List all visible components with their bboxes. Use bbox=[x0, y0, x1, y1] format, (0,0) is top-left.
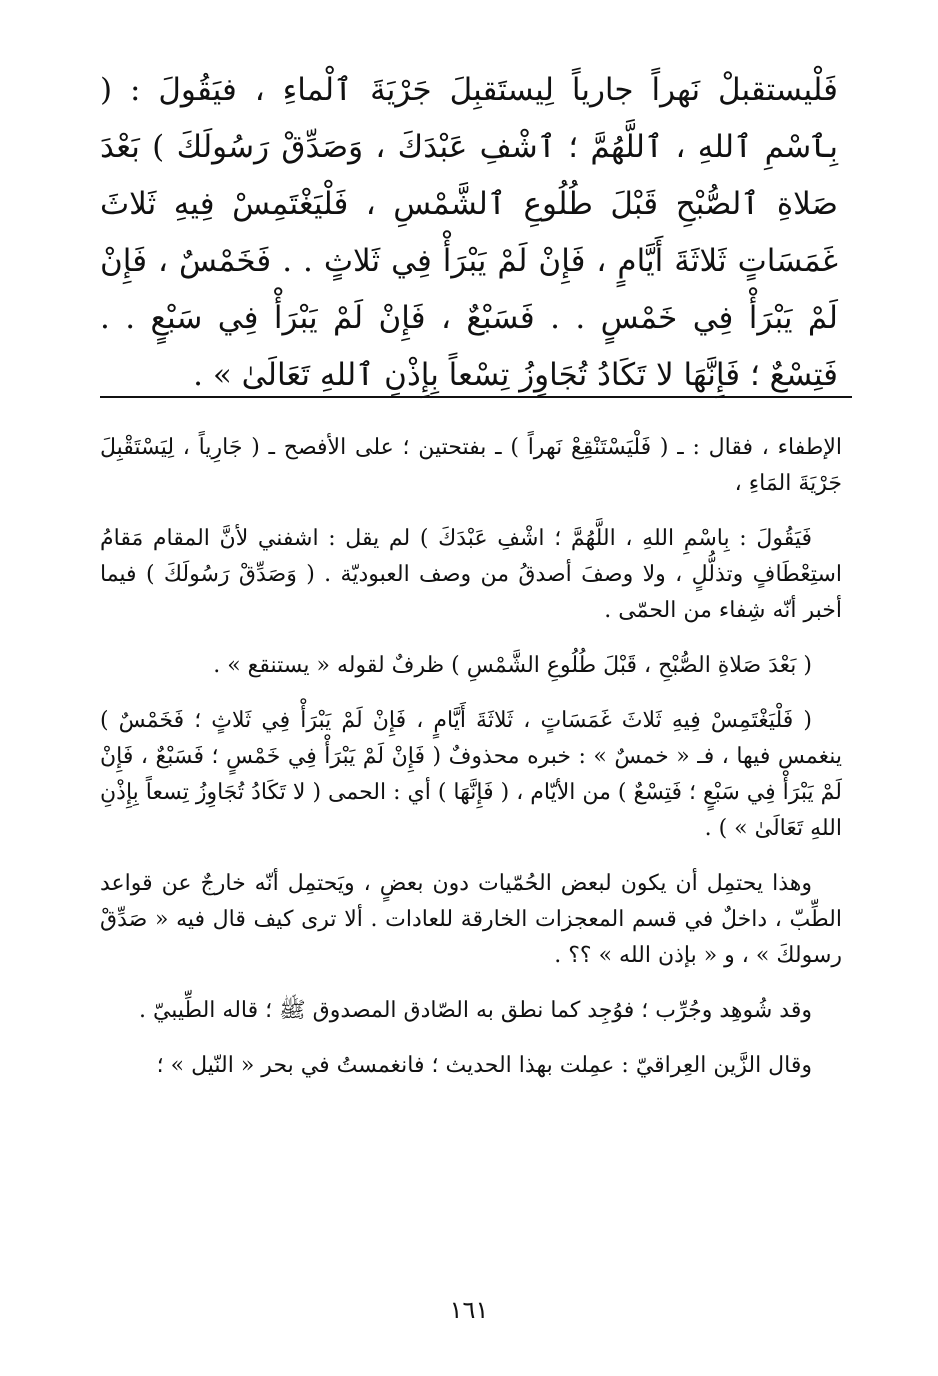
commentary-paragraph: ( فَلْيَغْتَمِسْ فِيهِ ثَلاثَ غَمَسَاتٍ ، ثَلاثَةَ أَيَّامٍ ، فَإِنْ لَمْ يَبْرَأْ فِي ثَلاثٍ ؛ فَخَمْسٌ ) ينغمس فيها ، فـ « خمسٌ » : خبره محذوفٌ ( فَإِنْ لَمْ يَبْرَأْ فِي خَمْسٍ ؛ فَسَبْعٌ ، فَإِنْ لَمْ يَبْرَأْ فِي سَبْعٍ ؛ فَتِسْعٌ ) من الأيّام ، ( فَإِنَّهَا ) أي : الحمى ( لا تَكَادُ تُجَاوِزُ تِسعاً بِإِذْنِ اللهِ تَعَالَىٰ » ) . bbox=[100, 708, 842, 841]
commentary-paragraph: وقال الزَّين العِراقيّ : عمِلت بهذا الحديث ؛ فانغمستُ في بحر « النّيل » ؛ bbox=[156, 1053, 812, 1078]
commentary-paragraph: وقد شُوهِد وجُرِّب ؛ فوُجِد كما نطق به الصّادق المصدوق ﷺ ؛ قاله الطِّيبيّ . bbox=[138, 998, 812, 1023]
page-number: ١٦١ bbox=[449, 1296, 489, 1324]
commentary-block bbox=[100, 430, 842, 1103]
main-text: فَلْيستقبلْ نَهراً جارياً لِيستَقبِلَ جَرْيَةَ ٱلْماءِ ، فيَقُولَ : ( بِٱسْمِ ٱللهِ ، ٱللَّهُمَّ ؛ ٱشْفِ عَبْدَكَ ، وَصَدِّقْ رَسُولَكَ ) بَعْدَ صَلاةِ ٱلصُّبْحِ قَبْلَ طُلُوعِ ٱلشَّمْسِ ، فَلْيَغْتَمِسْ فِيهِ ثَلاثَ غَمَسَاتٍ ثَلاثَةَ أَيَّامٍ ، فَإِنْ لَمْ يَبْرَأْ فِي ثَلاثٍ . . فَخَمْسٌ ، فَإِنْ لَمْ يَبْرَأْ فِي خَمْسٍ . . فَسَبْعٌ ، فَإِنْ لَمْ يَبْرَأْ فِي سَبْعٍ . . فَتِسْعٌ ؛ فَإِنَّهَا لا تَكَادُ تُجَاوِزُ تِسْعاً بِإِذْنِ ٱللهِ تَعَالَىٰ » . bbox=[100, 72, 838, 393]
main-text-block bbox=[100, 62, 838, 404]
commentary-paragraph: فَيَقُولَ : بِاسْمِ اللهِ ، اللَّهُمَّ ؛ اشْفِ عَبْدَكَ ) لم يقل : اشفني لأنَّ المقام مَقامُ استِعْطَافٍ وتذلُّلٍ ، ولا وصفَ أصدقُ من وصف العبوديّة . ( وَصَدِّقْ رَسُولَكَ ) فيما أخبر أنّه شِفاء من الحمّى . bbox=[100, 526, 842, 623]
commentary-paragraph: الإطفاء ، فقال : ـ ( فَلْيَسْتَنْقِعْ نَهراً ) ـ بفتحتين ؛ على الأفصح ـ ( جَارِياً ، لِيَسْتَقْبِلَ جَرْيَةَ المَاءِ ، bbox=[100, 435, 842, 496]
footnote-divider bbox=[100, 396, 852, 398]
commentary-paragraph: وهذا يحتمِل أن يكون لبعض الحُمّيات دون بعضٍ ، ويَحتمِل أنّه خارجٌ عن قواعد الطِّبّ ، داخلٌ في قسم المعجزات الخارقة للعادات . ألا ترى كيف قال فيه « صَدِّقْ رسولكَ » ، و « بإذن الله » ؟؟ . bbox=[100, 871, 842, 968]
commentary-paragraph: ( بَعْدَ صَلاةِ الصُّبْحِ ، قَبْلَ طُلُوعِ الشَّمْسِ ) ظرفٌ لقوله « يستنقع » . bbox=[213, 653, 812, 678]
